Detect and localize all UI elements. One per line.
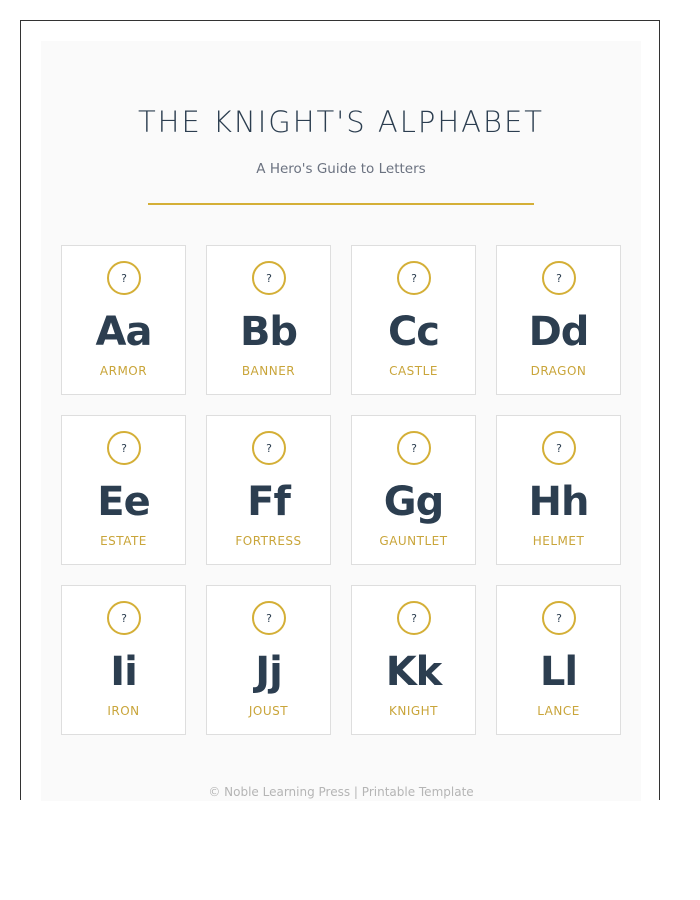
page-footer: © Noble Learning Press | Printable Template <box>208 785 474 799</box>
letter-word: FORTRESS <box>235 534 302 548</box>
title-divider <box>148 203 534 205</box>
letter-word: IRON <box>107 704 140 718</box>
letter-word: ESTATE <box>100 534 147 548</box>
letter-card-k <box>351 585 476 735</box>
page-title: THE KNIGHT'S ALPHABET <box>137 105 545 139</box>
letter-word: KNIGHT <box>388 704 439 718</box>
letter-word: LANCE <box>537 704 580 718</box>
letter-card-b <box>206 245 331 395</box>
page-subtitle: A Hero's Guide to Letters <box>256 161 426 177</box>
letter-card-a <box>61 245 186 395</box>
letter-card-h <box>496 415 621 565</box>
letter-pair: Ll <box>539 649 578 695</box>
letter-word: DRAGON <box>530 364 587 378</box>
letter-pair: Dd <box>528 309 589 355</box>
letter-card-d <box>496 245 621 395</box>
letter-pair: Ii <box>110 649 137 695</box>
letter-card-l <box>496 585 621 735</box>
letter-pair: Kk <box>385 649 442 695</box>
letter-card-j <box>206 585 331 735</box>
question-badge-icon: ? <box>542 431 576 465</box>
question-badge-icon: ? <box>107 601 141 635</box>
letter-card-g <box>351 415 476 565</box>
letter-pair: Aa <box>95 309 152 355</box>
letter-pair: Cc <box>387 309 440 355</box>
letter-word: ARMOR <box>99 364 148 378</box>
question-badge-icon: ? <box>252 431 286 465</box>
letter-card-e <box>61 415 186 565</box>
question-badge-icon: ? <box>397 601 431 635</box>
letter-word: BANNER <box>241 364 296 378</box>
question-badge-icon: ? <box>252 601 286 635</box>
letter-word: HELMET <box>532 534 585 548</box>
question-badge-icon: ? <box>542 261 576 295</box>
question-badge-icon: ? <box>107 261 141 295</box>
question-badge-icon: ? <box>252 261 286 295</box>
letter-pair: Ff <box>247 479 290 525</box>
letter-pair: Jj <box>255 649 282 695</box>
letter-pair: Gg <box>383 479 444 525</box>
question-badge-icon: ? <box>107 431 141 465</box>
question-badge-icon: ? <box>397 261 431 295</box>
letter-card-i <box>61 585 186 735</box>
letter-word: JOUST <box>248 704 289 718</box>
letter-pair: Ee <box>97 479 150 525</box>
question-badge-icon: ? <box>397 431 431 465</box>
page-frame <box>20 20 660 800</box>
letter-grid <box>61 245 621 735</box>
letter-card-c <box>351 245 476 395</box>
worksheet <box>41 41 641 801</box>
letter-word: GAUNTLET <box>379 534 448 548</box>
letter-pair: Hh <box>528 479 589 525</box>
question-badge-icon: ? <box>542 601 576 635</box>
letter-card-f <box>206 415 331 565</box>
letter-pair: Bb <box>239 309 298 355</box>
letter-word: CASTLE <box>389 364 438 378</box>
